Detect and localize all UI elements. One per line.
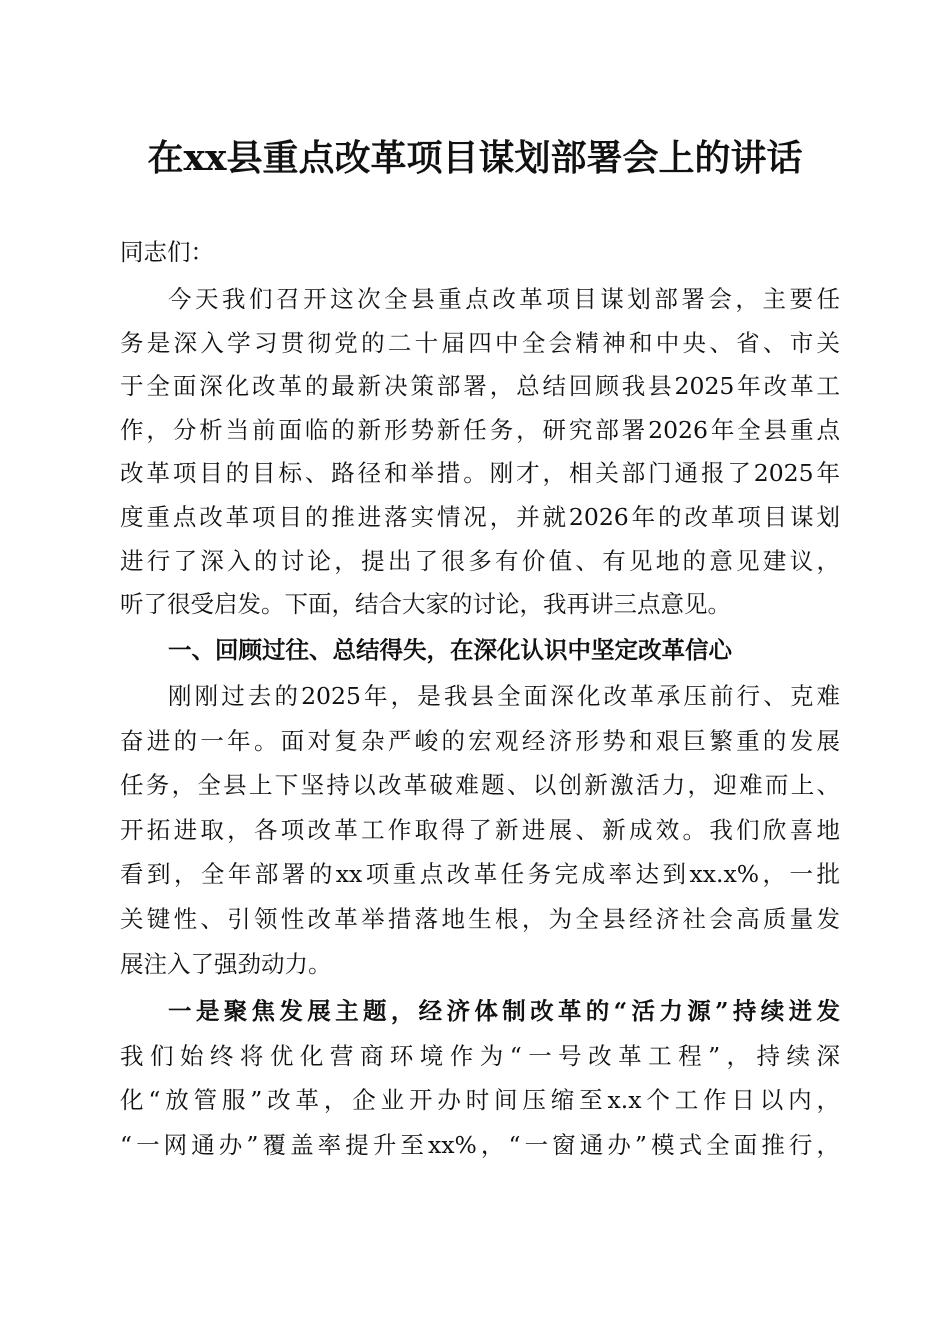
paragraph-line: 我们始终将优化营商环境作为“一号改革工程”，持续深 xyxy=(120,1042,840,1070)
paragraph-line: 看到，全年部署的xx项重点改革任务完成率达到xx.x%，一批 xyxy=(120,860,840,888)
document-title: 在xx县重点改革项目谋划部署会上的讲话 xyxy=(147,137,803,179)
paragraph-line: 度重点改革项目的推进落实情况，并就2026年的改革项目谋划 xyxy=(120,503,840,531)
subsection-heading: 一是聚焦发展主题，经济体制改革的“活力源”持续迸发 xyxy=(168,997,840,1025)
paragraph-line: 于全面深化改革的最新决策部署，总结回顾我县2025年改革工 xyxy=(120,372,840,400)
section-heading: 一、回顾过往、总结得失，在深化认识中坚定改革信心 xyxy=(168,636,732,664)
paragraph-line: 今天我们召开这次全县重点改革项目谋划部署会，主要任 xyxy=(168,285,840,313)
paragraph-line: 听了很受启发。下面，结合大家的讨论，我再讲三点意见。 xyxy=(120,590,731,618)
paragraph-line: 关键性、引领性改革举措落地生根，为全县经济社会高质量发 xyxy=(120,905,840,933)
paragraph-line: 改革项目的目标、路径和举措。刚才，相关部门通报了2025年 xyxy=(120,459,840,487)
paragraph-line: 进行了深入的讨论，提出了很多有价值、有见地的意见建议， xyxy=(120,547,840,575)
paragraph-line: 奋进的一年。面对复杂严峻的宏观经济形势和艰巨繁重的发展 xyxy=(120,727,840,755)
paragraph-line: 任务，全县上下坚持以改革破难题、以创新激活力，迎难而上、 xyxy=(120,771,840,799)
paragraph-line: “一网通办”覆盖率提升至xx%，“一窗通办”模式全面推行， xyxy=(120,1131,840,1159)
paragraph-line: 作，分析当前面临的新形势新任务，研究部署2026年全县重点 xyxy=(120,416,840,444)
salutation: 同志们： xyxy=(120,238,214,266)
paragraph-line: 化“放管服”改革，企业开办时间压缩至x.x个工作日以内， xyxy=(120,1086,840,1114)
paragraph-line: 务是深入学习贯彻党的二十届四中全会精神和中央、省、市关 xyxy=(120,329,840,357)
paragraph-line: 展注入了强劲动力。 xyxy=(120,950,332,978)
paragraph-line: 开拓进取，各项改革工作取得了新进展、新成效。我们欣喜地 xyxy=(120,816,840,844)
paragraph-line: 刚刚过去的2025年，是我县全面深化改革承压前行、克难 xyxy=(168,682,840,710)
